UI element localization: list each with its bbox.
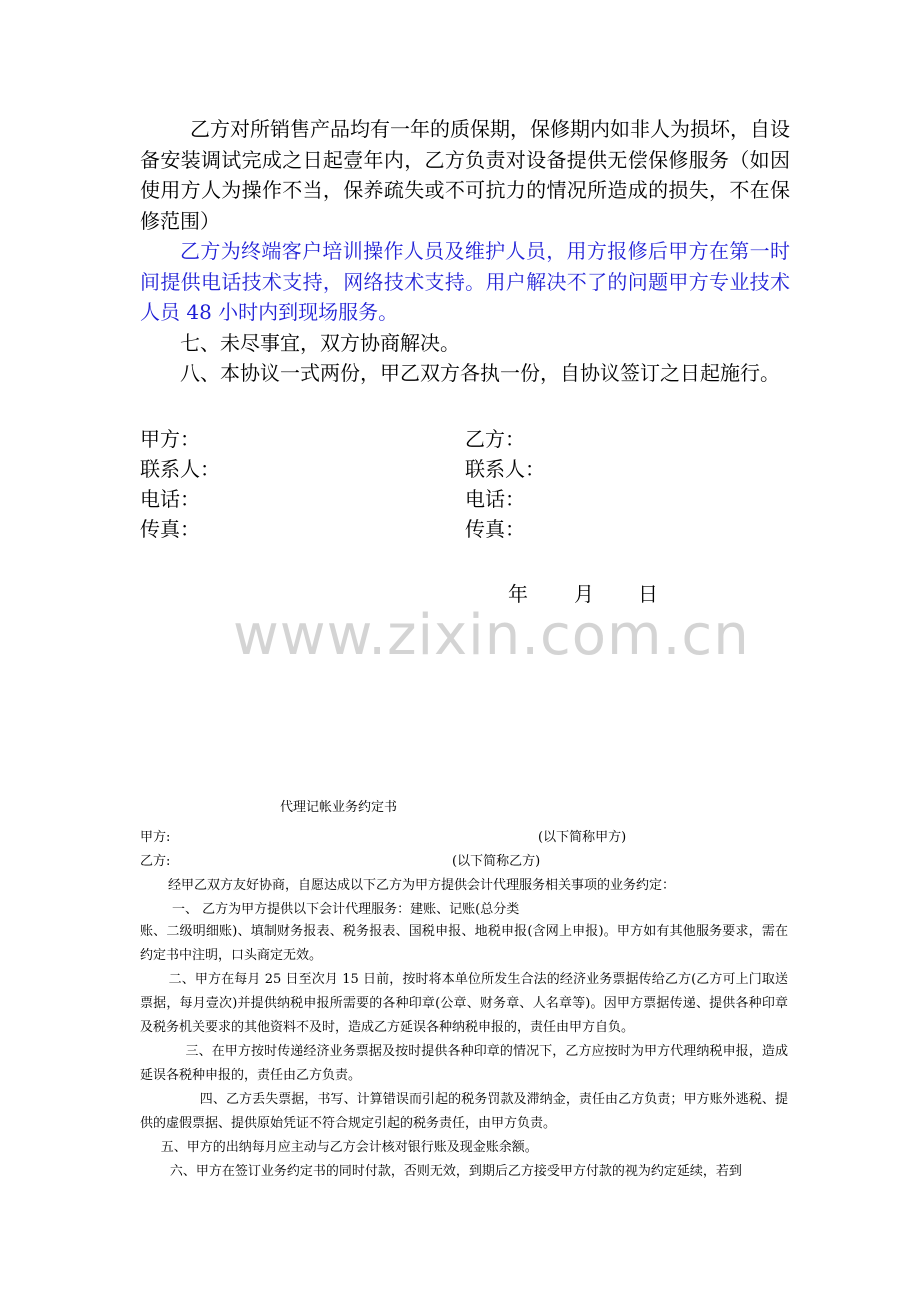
watermark: www.zixin.com.cn xyxy=(233,603,750,668)
date-month: 月 xyxy=(574,582,594,606)
clause-5: 五、甲方的出纳每月应主动与乙方会计核对银行账及现金账余额。 xyxy=(160,1140,538,1155)
contact-label-a: 联系人： xyxy=(140,457,220,481)
clause-1-line1: 一、 乙方为甲方提供以下会计代理服务：建账、记账(总分类 xyxy=(172,902,520,917)
party-a-line-label: 甲方: xyxy=(140,830,171,845)
party-b-note: (以下简称乙方) xyxy=(452,854,541,869)
fax-label-a: 传真： xyxy=(140,517,200,541)
clause-3: 三、在甲方按时传递经济业务票据及按时提供各种印章的情况下，乙方应按时为甲方代理纳税申报，造成延误各税种申报的，责任由乙方负责。 xyxy=(140,1044,788,1083)
clause-4: 四、乙方丢失票据，书写、计算错误而引起的税务罚款及滞纳金，责任由乙方负责；甲方账外逃税、提供的虚假票据、提供原始凭证不符合规定引起的税务责任，由甲方负责。 xyxy=(140,1092,788,1131)
date-day: 日 xyxy=(638,582,658,606)
clause-2: 二、甲方在每月 25 日至次月 15 日前，按时将本单位所发生合法的经济业务票据传给乙方(乙方可上门取送票据，每月壹次)并提供纳税申报所需要的各种印章(公章、财务章、人名章等)。因甲方票据传递、提供各种印章及税务机关要求的其他资料不及时，造成乙方延误各种纳税申报的，责任由甲方自负。 xyxy=(140,972,788,1035)
support-paragraph: 乙方为终端客户培训操作人员及维护人员，用方报修后甲方在第一时间提供电话技术支持，网络技术支持。用户解决不了的问题甲方专业技术人员 48 小时内到现场服务。 xyxy=(140,239,790,324)
signature-right xyxy=(465,424,545,544)
date-year: 年 xyxy=(508,582,528,606)
party-a-label: 甲方： xyxy=(140,427,200,451)
party-b-label: 乙方： xyxy=(465,427,525,451)
warranty-section xyxy=(140,114,790,389)
contact-label-b: 联系人： xyxy=(465,457,545,481)
agreement-intro: 经甲乙双方友好协商，自愿达成以下乙方为甲方提供会计代理服务相关事项的业务约定： xyxy=(168,878,676,893)
phone-label-b: 电话： xyxy=(465,487,525,511)
clause-8: 八、本协议一式两份，甲乙双方各执一份，自协议签订之日起施行。 xyxy=(180,361,780,385)
warranty-paragraph: 乙方对所销售产品均有一年的质保期，保修期内如非人为损坏，自设备安装调试完成之日起壹年内，乙方负责对设备提供无偿保修服务（如因使用方人为操作不当，保养疏失或不可抗力的情况所造成的损失，不在保修范围） xyxy=(140,117,790,233)
clause-1-rest: 账、二级明细账)、填制财务报表、税务报表、国税申报、地税申报(含网上申报)。甲方如有其他服务要求，需在约定书中注明，口头商定无效。 xyxy=(140,924,788,963)
phone-label-a: 电话： xyxy=(140,487,200,511)
fax-label-b: 传真： xyxy=(465,517,525,541)
clause-6: 六、甲方在签订业务约定书的同时付款，否则无效，到期后乙方接受甲方付款的视为约定延续，若到 xyxy=(169,1164,742,1179)
party-a-note: (以下简称甲方) xyxy=(538,830,627,845)
agreement-body xyxy=(140,920,788,1184)
clause-7: 七、未尽事宜，双方协商解决。 xyxy=(180,330,460,355)
party-b-line-label: 乙方: xyxy=(140,854,171,869)
agreement-title: 代理记帐业务约定书 xyxy=(280,800,398,815)
signature-left xyxy=(140,424,220,544)
